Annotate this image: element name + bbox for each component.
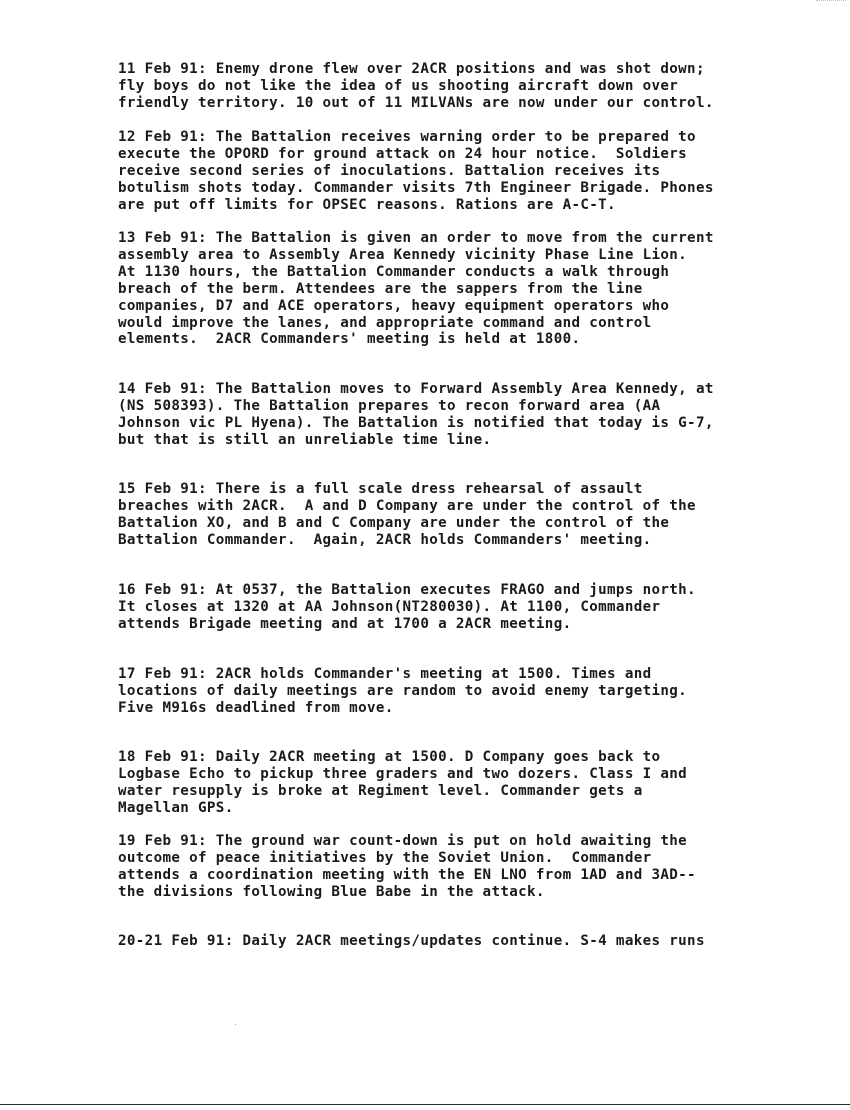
log-entry-19-feb: 19 Feb 91: The ground war count-down is put on hold awaiting the outcome of peace initiatives by the Soviet Union. Commander attends a coordination meeting with the EN LNO from 1AD and 3AD-- the divisions following Blue Babe in the attack. — [118, 833, 696, 900]
log-entry-15-feb: 15 Feb 91: There is a full scale dress rehearsal of assault breaches with 2ACR. A and D Company are under the control of the Battalion XO, and B and C Company are under the control of the Battalion Commander. Again, 2ACR holds Commanders' meeting. — [118, 481, 696, 548]
log-entry-14-feb: 14 Feb 91: The Battalion moves to Forward Assembly Area Kennedy, at (NS 508393). The Battalion prepares to recon forward area (AA Johnson vic PL Hyena). The Battalion is notified that today is G-7, but that is still an unreliable time line. — [118, 381, 714, 448]
log-entry-17-feb: 17 Feb 91: 2ACR holds Commander's meeting at 1500. Times and locations of daily meetings are random to avoid enemy targeting. Five M916s deadlined from move. — [118, 666, 688, 716]
corner-mark — [816, 0, 846, 2]
log-entry-16-feb: 16 Feb 91: At 0537, the Battalion executes FRAGO and jumps north. It closes at 1320 at AA Johnson(NT280030). At 1100, Commander attends Brigade meeting and at 1700 a 2ACR meeting. — [118, 582, 696, 632]
log-entry-18-feb: 18 Feb 91: Daily 2ACR meeting at 1500. D Company goes back to Logbase Echo to pickup three graders and two dozers. Class I and water resupply is broke at Regiment level. Commander gets a Magellan GPS. — [118, 749, 688, 816]
log-entry-11-feb: 11 Feb 91: Enemy drone flew over 2ACR positions and was shot down; fly boys do not like the idea of us shooting aircraft down over friendly territory. 10 out of 11 MILVANs are now under our control. — [118, 61, 714, 111]
scan-speck — [235, 1024, 236, 1025]
log-entry-20-21-feb: 20-21 Feb 91: Daily 2ACR meetings/updates continue. S-4 makes runs — [118, 933, 705, 949]
log-entry-12-feb: 12 Feb 91: The Battalion receives warning order to be prepared to execute the OPORD for ground attack on 24 hour notice. Soldiers receive second series of inoculations. Battalion receives its botulism shots today. Commander visits 7th Engineer Brigade. Phones are put off limits for OPSEC reasons. Rations are A-C-T. — [118, 129, 714, 213]
log-entry-13-feb: 13 Feb 91: The Battalion is given an order to move from the current assembly area to Assembly Area Kennedy vicinity Phase Line Lion. At 1130 hours, the Battalion Commander conducts a walk through breach of the berm. Attendees are the sappers from the line companies, D7 and ACE operators, heavy equipment operators who would improve the lanes, and appropriate command and control elements. 2ACR Commanders' meeting is held at 1800. — [118, 230, 714, 348]
bottom-rule — [0, 1104, 850, 1105]
